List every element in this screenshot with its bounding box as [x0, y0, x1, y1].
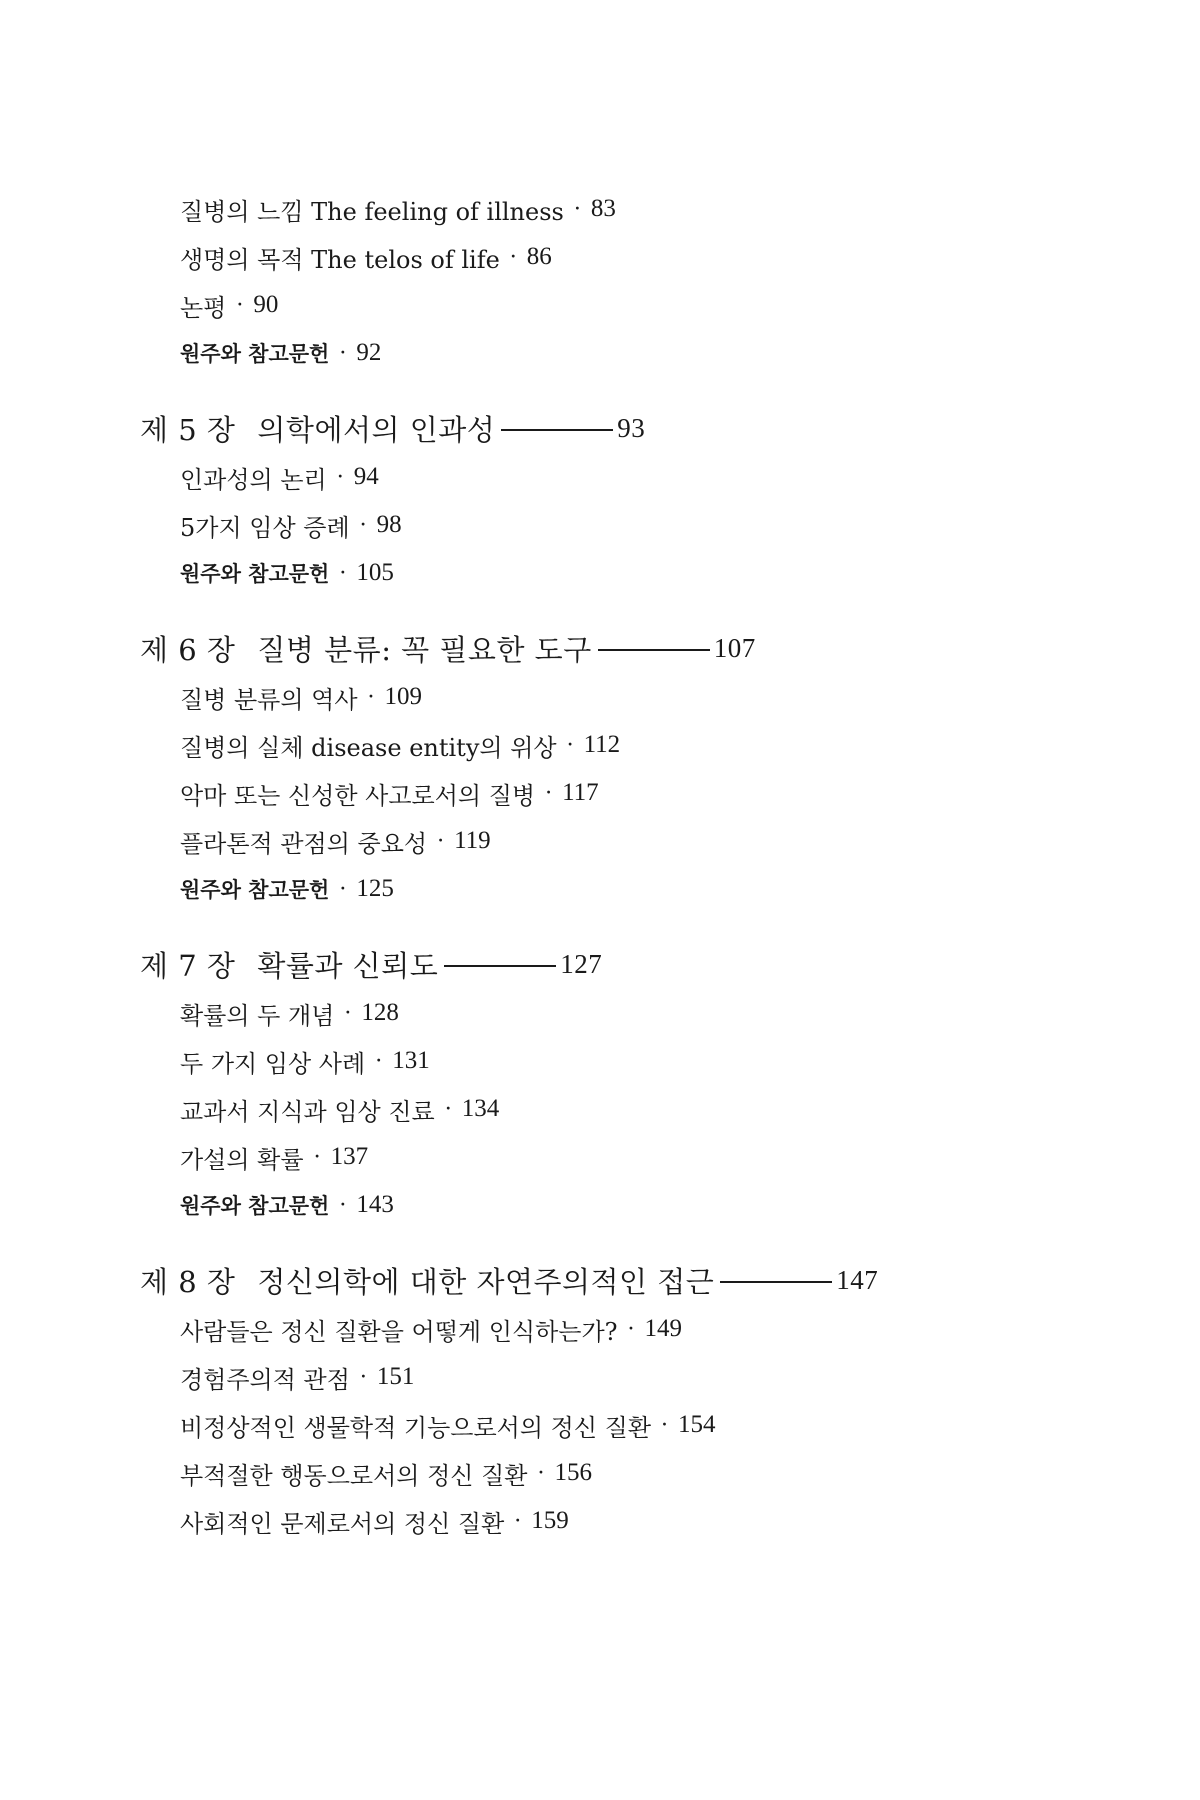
toc-entry-page: 137: [330, 1143, 369, 1170]
toc-entry-page: 128: [361, 999, 399, 1026]
toc-entry-title: 부적절한 행동으로서의 정신 질환: [180, 1461, 528, 1490]
toc-entry-page: 159: [531, 1507, 569, 1534]
toc-entry-title: 플라톤적 관점의 중요성: [180, 829, 428, 858]
toc-entry: [180, 1037, 1080, 1085]
toc-entry-separator: ·: [313, 1144, 321, 1170]
toc-entry-title: 두 가지 임상 사례: [180, 1049, 366, 1078]
toc-entry-title: 사람들은 정신 질환을 어떻게 인식하는가?: [180, 1317, 618, 1346]
toc-entry-title: 확률의 두 개념: [180, 1001, 335, 1030]
chapter-title: 정신의학에 대한 자연주의적인 접근: [257, 1264, 715, 1299]
toc-entry: [180, 673, 1080, 721]
toc-entry-title: 원주와 참고문헌: [180, 342, 330, 366]
toc-entry-separator: ·: [661, 1412, 669, 1438]
chapter-block: [140, 1255, 1080, 1545]
chapter-page: 127: [560, 948, 603, 979]
toc-entry-title: 논평: [180, 293, 227, 322]
toc-notes-entry: [180, 329, 1080, 377]
toc-entry-page: 119: [454, 827, 491, 854]
toc-entry-separator: ·: [339, 1192, 347, 1218]
toc-entry-page: 134: [461, 1095, 500, 1122]
toc-entry-separator: ·: [367, 684, 375, 710]
toc-entry-separator: ·: [437, 828, 445, 854]
chapter-number: 제 8 장: [140, 1264, 236, 1299]
toc-entry-separator: ·: [375, 1048, 383, 1074]
leader-line: [720, 1281, 832, 1283]
chapter-block: [140, 403, 1080, 597]
toc-entry-separator: ·: [359, 1364, 367, 1390]
toc-entry-separator: ·: [339, 560, 347, 586]
toc-entry-separator: ·: [359, 512, 367, 538]
toc-entry-page: 156: [554, 1459, 592, 1486]
toc-entry: [180, 501, 1080, 549]
toc-entry-separator: ·: [336, 464, 344, 490]
toc-entry: [180, 233, 1080, 281]
toc-notes-entry: [180, 865, 1080, 913]
toc-entry-page: 86: [526, 243, 552, 270]
toc-entry: [180, 1133, 1080, 1181]
toc-entry-separator: ·: [537, 1460, 545, 1486]
chapter-title: 의학에서의 인과성: [257, 412, 496, 447]
toc-entry-title: 질병의 느낌 The feeling of illness: [180, 197, 564, 226]
leader-line: [598, 649, 710, 651]
toc-entry-title: 사회적인 문제로서의 정신 질환: [180, 1509, 505, 1538]
toc-entry-title: 악마 또는 신성한 사고로서의 질병: [180, 781, 536, 810]
toc-entry-separator: ·: [545, 780, 553, 806]
toc-entry-separator: ·: [339, 340, 347, 366]
toc-entry-separator: ·: [627, 1316, 635, 1342]
toc-entry-title: 원주와 참고문헌: [180, 562, 330, 586]
toc-entry-title: 인과성의 논리: [180, 465, 327, 494]
toc-entry: [180, 769, 1080, 817]
toc-entry: [180, 721, 1080, 769]
chapter-title: 확률과 신뢰도: [257, 948, 439, 983]
toc-entry-page: 149: [644, 1315, 683, 1342]
toc-entry-page: 105: [356, 559, 394, 586]
toc-entry-page: 90: [253, 291, 279, 318]
toc-entry: [180, 817, 1080, 865]
toc-entry-page: 154: [678, 1411, 716, 1438]
toc-entry: [180, 1353, 1080, 1401]
toc-entry-separator: ·: [339, 876, 347, 902]
toc-entry-separator: ·: [444, 1096, 452, 1122]
toc-entry-title: 경험주의적 관점: [180, 1365, 350, 1394]
toc-entry-separator: ·: [566, 732, 574, 758]
toc-notes-entry: [180, 549, 1080, 597]
toc-entry: [180, 989, 1080, 1037]
toc-entry-page: 151: [376, 1363, 415, 1390]
toc-notes-entry: [180, 1181, 1080, 1229]
toc-entry-page: 83: [590, 195, 616, 222]
toc-entry-page: 94: [353, 463, 379, 490]
toc-entry-separator: ·: [344, 1000, 352, 1026]
toc-entry-separator: ·: [509, 244, 517, 270]
chapter-block: [140, 623, 1080, 913]
toc-entry-title: 5가지 임상 증례: [180, 513, 350, 542]
chapter-title: 질병 분류: 꼭 필요한 도구: [257, 632, 592, 667]
toc-entry-title: 생명의 목적 The telos of life: [180, 245, 500, 274]
toc-entry-separator: ·: [514, 1508, 522, 1534]
toc-entry: [180, 1401, 1080, 1449]
toc-entry-title: 가설의 확률: [180, 1145, 304, 1174]
toc-entry: [180, 1305, 1080, 1353]
chapter-heading: [140, 623, 1040, 673]
toc-entry-page: 117: [562, 779, 599, 806]
toc-entry-page: 125: [356, 875, 394, 902]
toc-entry-page: 131: [392, 1047, 430, 1074]
toc-entry-title: 질병 분류의 역사: [180, 685, 358, 714]
chapter-number: 제 5 장: [140, 412, 236, 447]
toc-entry-page: 143: [356, 1191, 394, 1218]
toc-entry: [180, 453, 1080, 501]
toc-entry-separator: ·: [573, 196, 581, 222]
toc-entry-title: 질병의 실체 disease entity의 위상: [180, 733, 557, 762]
toc-entry: [180, 1449, 1080, 1497]
chapter-page: 93: [617, 412, 646, 443]
chapter-number: 제 6 장: [140, 632, 236, 667]
toc-entry-title: 교과서 지식과 임상 진료: [180, 1097, 435, 1126]
toc-entry: [180, 281, 1080, 329]
chapter-page: 107: [713, 632, 756, 663]
leader-line: [444, 965, 556, 967]
toc-entry-title: 원주와 참고문헌: [180, 878, 330, 902]
toc-entry-separator: ·: [236, 292, 244, 318]
chapter-page: 147: [836, 1264, 879, 1295]
chapter-heading: [140, 403, 1040, 453]
chapter-block: [140, 939, 1080, 1229]
toc-entry-page: 98: [376, 511, 402, 538]
leader-line: [501, 429, 613, 431]
toc-entry: [180, 185, 1080, 233]
chapter-heading: [140, 1255, 1040, 1305]
chapter-number: 제 7 장: [140, 948, 236, 983]
toc-entry: [180, 1085, 1080, 1133]
toc-entry-page: 112: [583, 731, 621, 758]
toc-entry-page: 92: [356, 339, 382, 366]
chapter-4-tail: [180, 185, 1080, 377]
toc-entry-page: 109: [384, 683, 423, 710]
toc-entry: [180, 1497, 1080, 1545]
table-of-contents: [140, 185, 1080, 1545]
toc-entry-title: 비정상적인 생물학적 기능으로서의 정신 질환: [180, 1413, 652, 1442]
toc-entry-title: 원주와 참고문헌: [180, 1194, 330, 1218]
chapter-heading: [140, 939, 1040, 989]
